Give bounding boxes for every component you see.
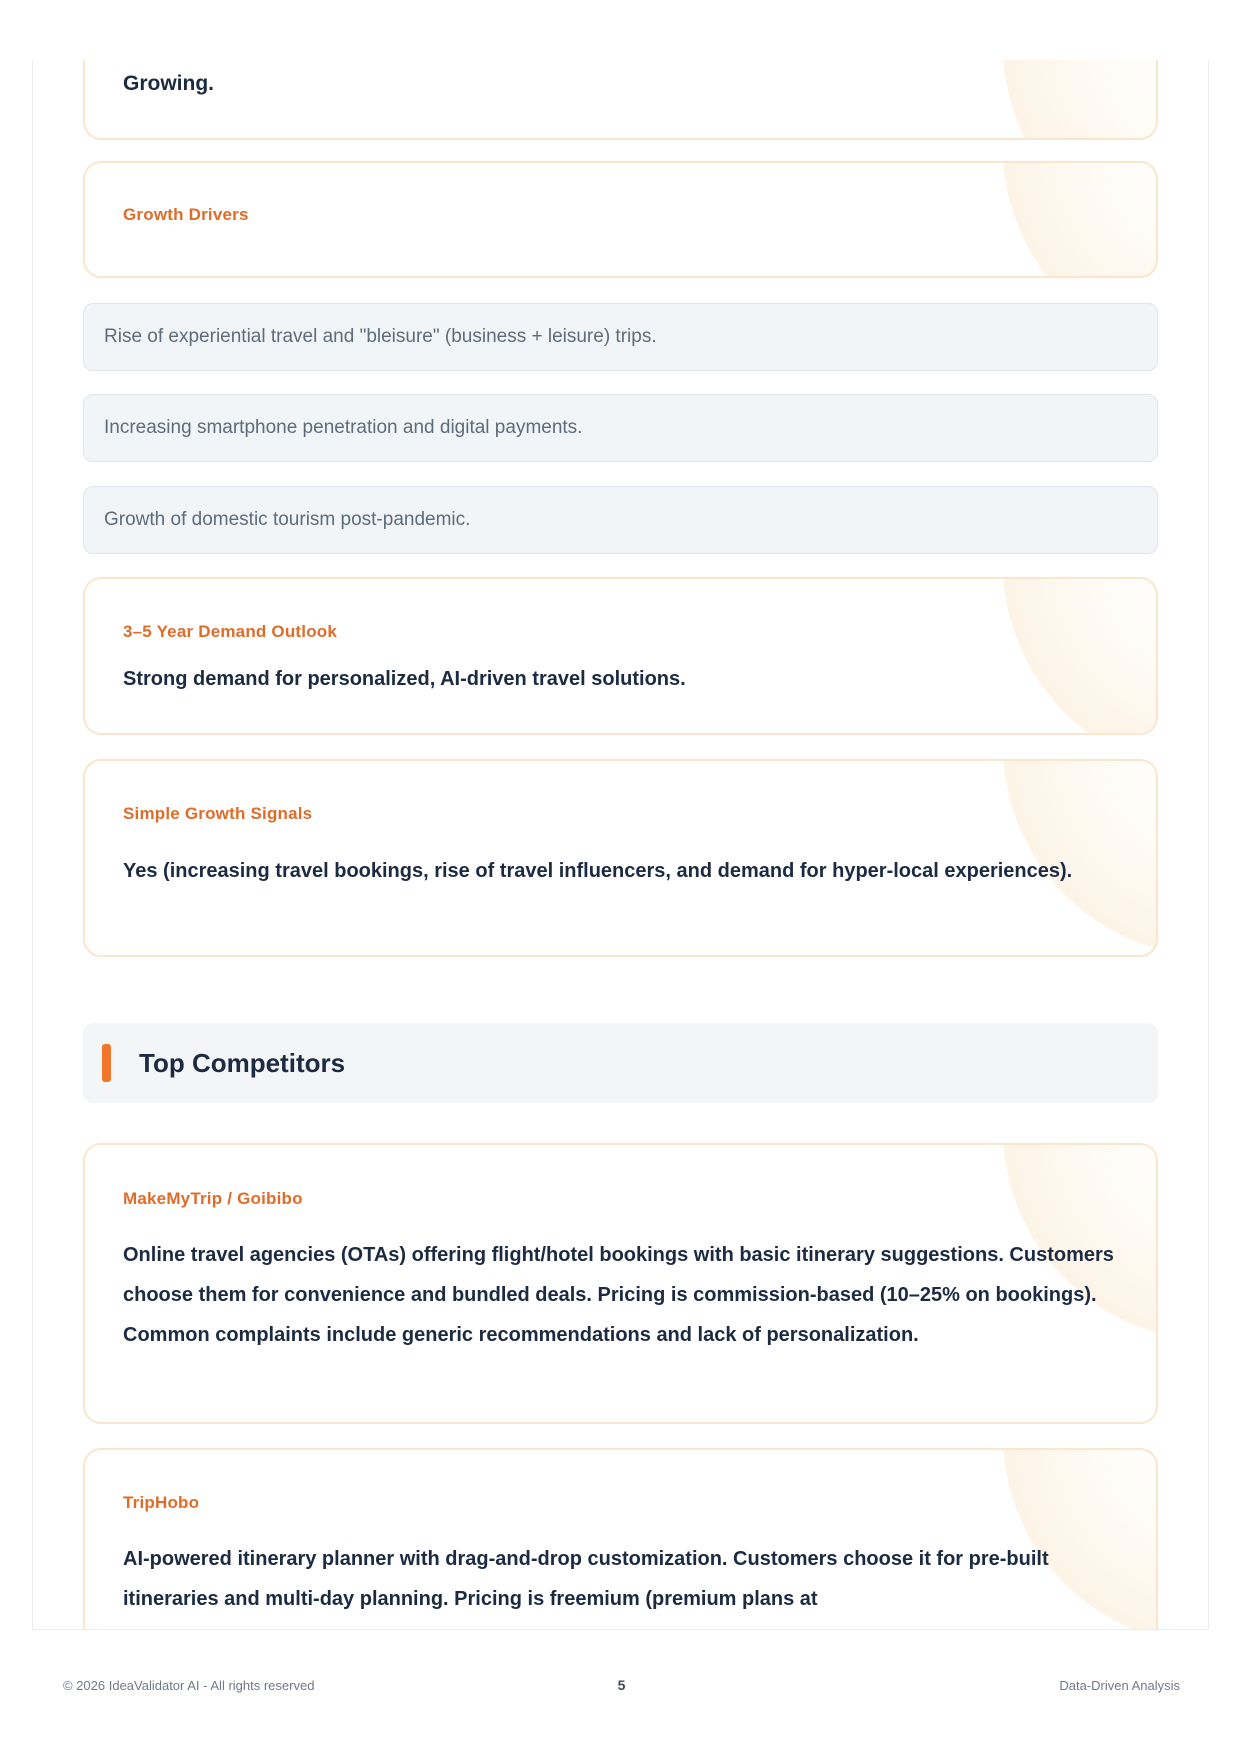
card-growth-signals-title: Simple Growth Signals bbox=[123, 804, 313, 823]
growth-driver-item bbox=[83, 394, 1158, 462]
page-number: 5 bbox=[617, 1677, 626, 1693]
footer-copyright: © 2026 IdeaValidator AI - All rights reserved bbox=[63, 1677, 315, 1693]
footer-analysis-label: Data-Driven Analysis bbox=[1059, 1677, 1180, 1693]
card-growth-drivers bbox=[83, 161, 1158, 278]
competitor-card-makemytrip bbox=[83, 1143, 1158, 1424]
growth-driver-item-text: Rise of experiential travel and "bleisure" (business + leisure) trips. bbox=[104, 326, 657, 347]
card-demand-outlook-text: Strong demand for personalized, AI-driven travel solutions. bbox=[123, 668, 686, 690]
card-demand-outlook bbox=[83, 577, 1158, 735]
growth-driver-item-text: Growth of domestic tourism post-pandemic. bbox=[104, 509, 471, 530]
card-demand-outlook-title: 3–5 Year Demand Outlook bbox=[123, 622, 338, 641]
section-title: Top Competitors bbox=[139, 1047, 346, 1078]
growth-driver-item bbox=[83, 486, 1158, 554]
competitor-description: AI-powered itinerary planner with drag-and-drop customization. Customers choose it for pre-built itineraries and multi-day planning. Pricing is freemium (premium plans at bbox=[123, 1548, 1049, 1610]
competitor-card-triphobo bbox=[83, 1448, 1158, 1630]
section-header-top-competitors bbox=[83, 1023, 1158, 1103]
card-growth-signals bbox=[83, 759, 1158, 957]
competitor-name: MakeMyTrip / Goibibo bbox=[123, 1189, 303, 1208]
content-frame bbox=[32, 60, 1209, 1630]
card-growth-signals-text: Yes (increasing travel bookings, rise of travel influencers, and demand for hyper-local experiences). bbox=[123, 860, 1073, 882]
corner-blob-decoration bbox=[1003, 577, 1158, 735]
growth-driver-item-text: Increasing smartphone penetration and digital payments. bbox=[104, 417, 583, 438]
competitor-name: TripHobo bbox=[123, 1493, 200, 1512]
competitor-description: Online travel agencies (OTAs) offering flight/hotel bookings with basic itinerary suggestions. Customers choose them for convenience and bundled deals. Pricing is commission-based (10–25% on bookings). Common complaints include generic recommendations and lack of personalization. bbox=[123, 1244, 1114, 1346]
card-growing bbox=[83, 60, 1158, 140]
accent-bar bbox=[102, 1044, 111, 1082]
growth-driver-item bbox=[83, 303, 1158, 371]
card-growing-text: Growing. bbox=[123, 72, 214, 95]
card-growth-drivers-title: Growth Drivers bbox=[123, 205, 249, 224]
page-footer bbox=[63, 1676, 1180, 1694]
